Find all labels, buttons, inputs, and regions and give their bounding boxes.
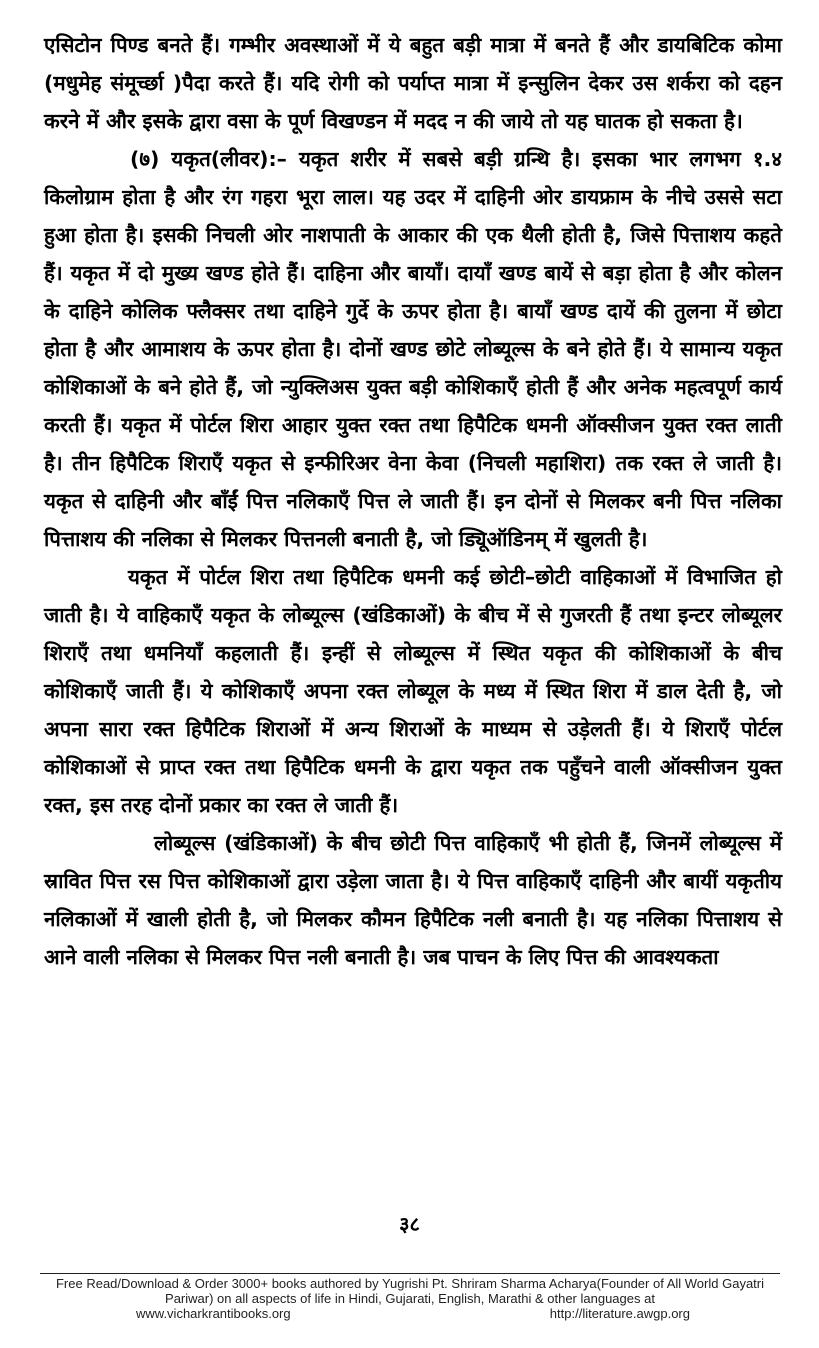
paragraph-bile-ducts: लोब्यूल्स (खंडिकाओं) के बीच छोटी पित्त वाहिकाएँ भी होती हैं, जिनमें लोब्यूल्स में स्रावित पित्त रस पित्त कोशिकाओं द्वारा उड़ेला जाता है। ये पित्त वाहिकाएँ दाहिनी और बायीं यकृतीय नलिकाओं में खाली होती है, जो मिलकर कौमन हिपैटिक नली बनाती है। यह नलिका पित्ताशय से आने वाली नलिका से मिलकर पित्त नली बनाती है। जब पाचन के लिए पित्त की आवश्यकता [44, 831, 782, 969]
paragraph-liver: (७) यकृत(लीवर):– यकृत शरीर में सबसे बड़ी ग्रन्थि है। इसका भार लगभग १.४ किलोग्राम होता है और रंग गहरा भूरा लाल। यह उदर में दाहिनी ओर डायफ्राम के नीचे उससे सटा हुआ होता है। इसकी निचली ओर नाशपाती के आकार की एक थैली होती है, जिसे पित्ताशय कहते हैं। यकृत में दो मुख्य खण्ड होते हैं। दाहिना और बायाँ। दायाँ खण्ड बायें से बड़ा होता है और कोलन के दाहिने कोलिक फ्लैक्सर तथा दाहिने गुर्दे के ऊपर होता है। बायाँ खण्ड दायें की तुलना में छोटा होता है और आमाशय के ऊपर होता है। दोनों खण्ड छोटे लोब्यूल्स के बने होते हैं। ये सामान्य यकृत कोशिकाओं के बने होते हैं, जो न्युक्लिअस युक्त बड़ी कोशिकाएँ होती हैं और अनेक महत्वपूर्ण कार्य करती हैं। यकृत में पोर्टल शिरा आहार युक्त रक्त तथा हिपैटिक धमनी ऑक्सीजन युक्त रक्त लाती है। तीन हिपैटिक शिराएँ यकृत से इन्फीरिअर वेना केवा (निचली महाशिरा) तक रक्त ले जाती है। यकृत से दाहिनी और बाँईं पित्त नलिकाएँ पित्त ले जाती हैं। इन दोनों से मिलकर बनी पित्त नलिका पित्ताशय की नलिका से मिलकर पित्तनली बनाती है, जो ड्यिूऑडिनम् में खुलती है। [44, 147, 782, 551]
footer-text: Free Read/Download & Order 3000+ books authored by Yugrishi Pt. Shriram Sharma Acharya(Founder of All World Gayatri Pariwar) on all aspects of life in Hindi, Gujarati, English, Marathi & other languages at [55, 1276, 765, 1306]
page-number: ३८ [399, 1212, 420, 1236]
page-body [44, 26, 782, 976]
footer-divider [40, 1273, 780, 1274]
footer [40, 1276, 780, 1321]
footer-links [40, 1306, 780, 1321]
footer-link-literature[interactable]: http://literature.awgp.org [549, 1306, 690, 1321]
paragraph-ketone-bodies: एसिटोन पिण्ड बनते हैं। गम्भीर अवस्थाओं में ये बहुत बड़ी मात्रा में बनते हैं और डायबिटिक कोमा (मधुमेह संमूर्च्छा )पैदा करते हैं। यदि रोगी को पर्याप्त मात्रा में इन्सुलिन देकर उस शर्करा को दहन करने में और इसके द्वारा वसा के पूर्ण विखण्डन में मदद न की जाये तो यह घातक हो सकता है। [44, 33, 782, 133]
footer-link-vicharkranti[interactable]: www.vicharkrantibooks.org [136, 1306, 291, 1321]
paragraph-portal-vein: यकृत में पोर्टल शिरा तथा हिपैटिक धमनी कई छोटी–छोटी वाहिकाओं में विभाजित हो जाती है। ये वाहिकाएँ यकृत के लोब्यूल्स (खंडिकाओं) के बीच में से गुजरती हैं तथा इन्टर लोब्यूलर शिराएँ तथा धमनियाँ कहलाती हैं। इन्हीं से लोब्यूल्स में स्थित यकृत की कोशिकाओं के बीच कोशिकाएँ जाती हैं। ये कोशिकाएँ अपना रक्त लोब्यूल के मध्य में स्थित शिरा में डाल देती है, जो अपना सारा रक्त हिपैटिक शिराओं में अन्य शिराओं के माध्यम से उड़ेलती हैं। ये शिराएँ पोर्टल कोशिकाओं से प्राप्त रक्त तथा हिपैटिक धमनी के द्वारा यकृत तक पहुँचने वाली ऑक्सीजन युक्त रक्त, इस तरह दोनों प्रकार का रक्त ले जाती हैं। [44, 565, 783, 817]
